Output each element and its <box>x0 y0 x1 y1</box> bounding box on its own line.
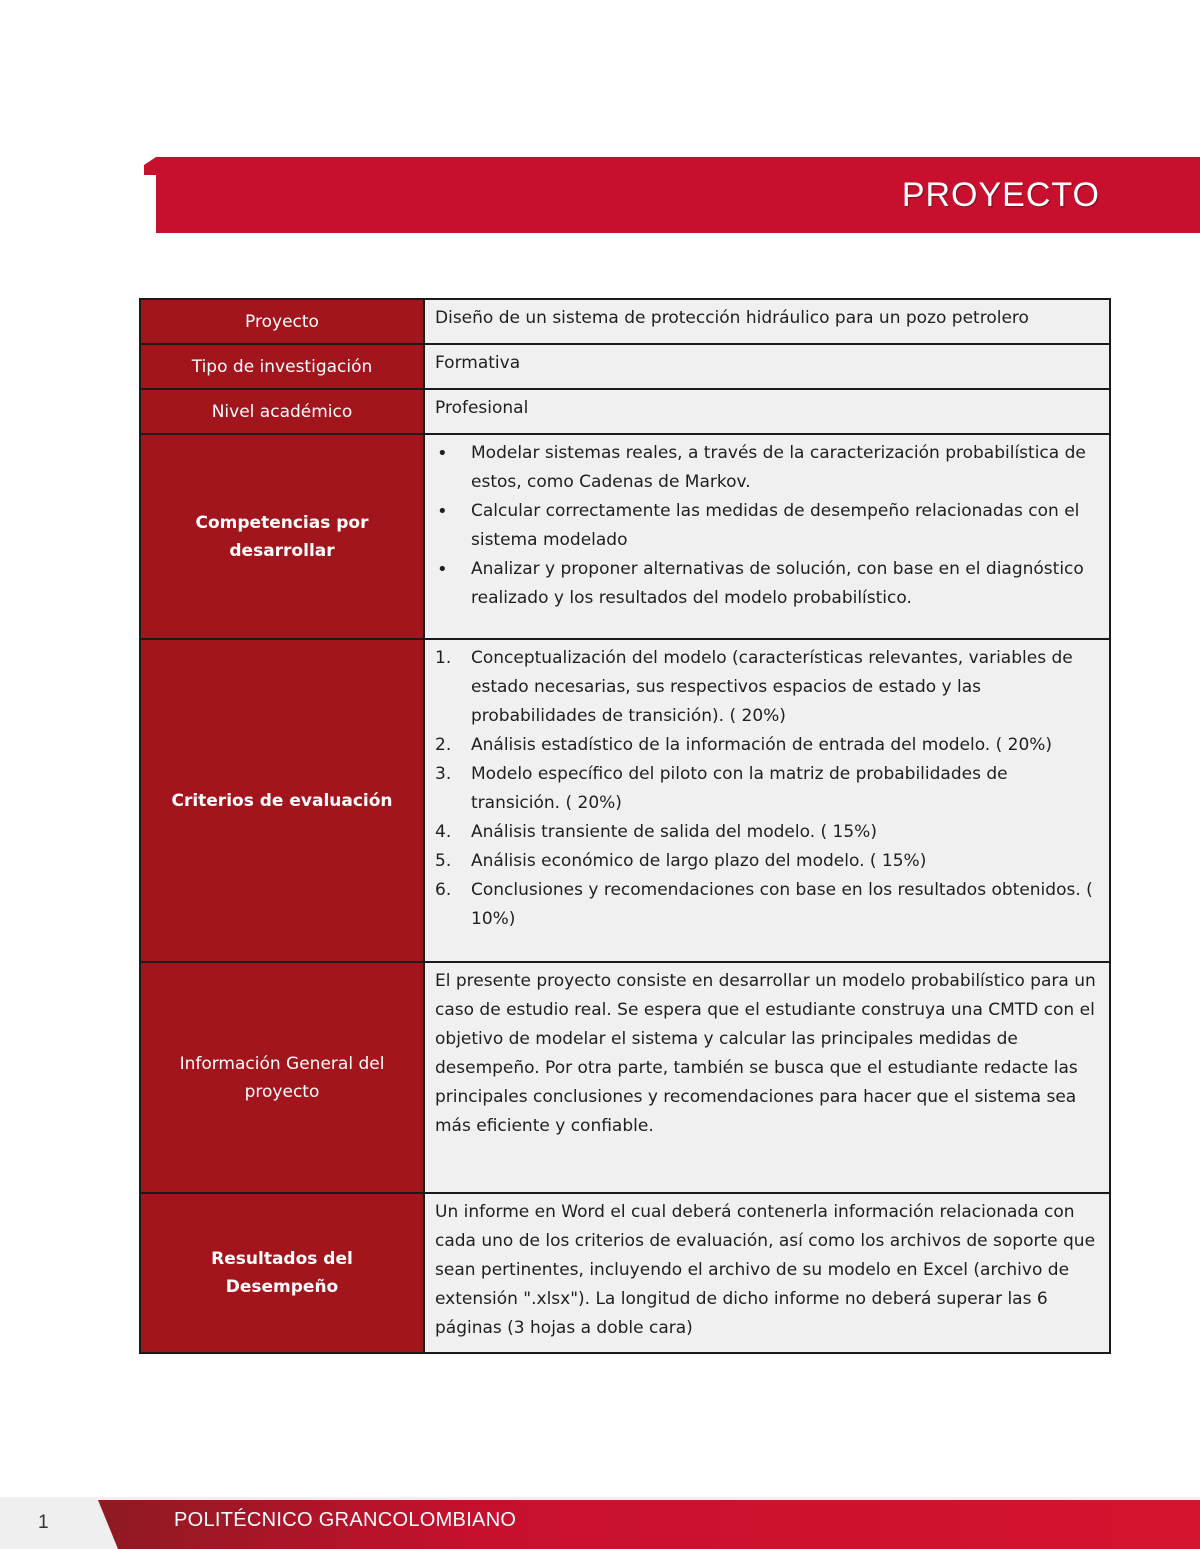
list-number: 4. <box>435 822 452 842</box>
label-tipo-investigacion: Tipo de investigación <box>140 344 424 389</box>
project-table <box>139 298 1111 1354</box>
value-resultados: Un informe en Word el cual deberá contenerla información relacionada con cada uno de los criterios de evaluación, así como los archivos de soporte que sean pertinentes, incluyendo el archivo de su modelo en Excel (archivo de extensión ".xlsx"). La longitud de dicho informe no deberá superar las 6 páginas (3 hojas a doble cara) <box>424 1193 1110 1353</box>
list-item: • Analizar y proponer alternativas de solución, con base en el diagnóstico realizado y los resultados del modelo probabilístico. <box>471 555 1099 613</box>
table-row-nivel <box>140 389 1110 434</box>
value-tipo-investigacion: Formativa <box>424 344 1110 389</box>
table-row-criterios <box>140 639 1110 962</box>
list-item: • Modelar sistemas reales, a través de la caracterización probabilística de estos, como Cadenas de Markov. <box>471 439 1099 497</box>
list-text: Análisis transiente de salida del modelo. ( 15%) <box>471 822 877 842</box>
footer-brand: POLITÉCNICO GRANCOLOMBIANO <box>174 1509 517 1531</box>
table-row-proyecto <box>140 299 1110 344</box>
list-item <box>435 818 1099 847</box>
label-nivel-academico: Nivel académico <box>140 389 424 434</box>
value-informacion-general: El presente proyecto consiste en desarrollar un modelo probabilístico para un caso de estudio real. Se espera que el estudiante construya una CMTD con el objetivo de modelar el sistema y calcular las principales medidas de desempeño. Por otra parte, también se busca que el estudiante redacte las principales conclusiones y recomendaciones para hacer que el sistema sea más eficiente y confiable. <box>424 962 1110 1193</box>
list-number: 5. <box>435 851 452 871</box>
list-number: 6. <box>435 880 452 900</box>
table-row-competencias <box>140 434 1110 639</box>
label-resultados: Resultados del Desempeño <box>140 1193 424 1353</box>
value-competencias <box>424 434 1110 639</box>
value-criterios <box>424 639 1110 962</box>
page-number: 1 <box>38 1512 49 1533</box>
criterios-list <box>435 644 1099 934</box>
table-row-informacion <box>140 962 1110 1193</box>
table-row-tipo <box>140 344 1110 389</box>
list-text: Modelo específico del piloto con la matriz de probabilidades de transición. ( 20%) <box>471 764 1008 813</box>
value-nivel-academico: Profesional <box>424 389 1110 434</box>
page-title: PROYECTO <box>901 176 1100 214</box>
label-competencias: Competencias por desarrollar <box>140 434 424 639</box>
list-text: Análisis estadístico de la información de entrada del modelo. ( 20%) <box>471 735 1053 755</box>
value-proyecto: Diseño de un sistema de protección hidráulico para un pozo petrolero <box>424 299 1110 344</box>
list-item <box>435 847 1099 876</box>
list-text: Conclusiones y recomendaciones con base en los resultados obtenidos. ( 10%) <box>471 880 1093 929</box>
list-number: 3. <box>435 764 452 784</box>
list-item <box>435 731 1099 760</box>
list-text: Conceptualización del modelo (características relevantes, variables de estado necesarias, sus respectivos espacios de estado y las probabilidades de transición). ( 20%) <box>471 648 1073 726</box>
competencias-list <box>435 439 1099 613</box>
list-number: 1. <box>435 648 452 668</box>
list-item <box>435 644 1099 731</box>
list-item <box>435 876 1099 934</box>
list-number: 2. <box>435 735 452 755</box>
label-proyecto: Proyecto <box>140 299 424 344</box>
label-informacion-general: Información General del proyecto <box>140 962 424 1193</box>
table-row-resultados <box>140 1193 1110 1353</box>
list-item: • Calcular correctamente las medidas de desempeño relacionadas con el sistema modelado <box>471 497 1099 555</box>
list-item <box>435 760 1099 818</box>
label-criterios: Criterios de evaluación <box>140 639 424 962</box>
list-text: Análisis económico de largo plazo del modelo. ( 15%) <box>471 851 927 871</box>
